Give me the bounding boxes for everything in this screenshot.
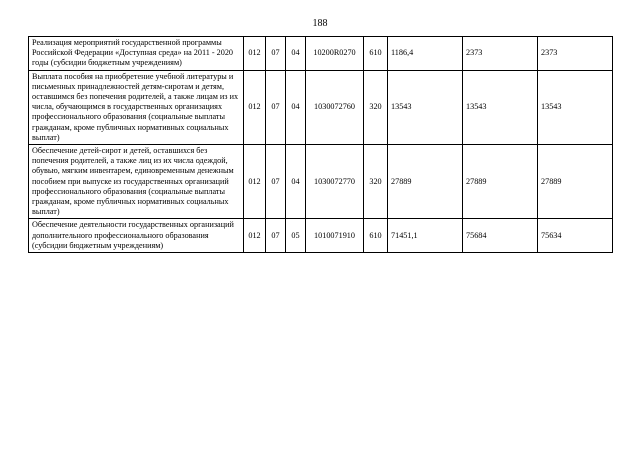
subsection-code: 04 [286, 145, 306, 219]
ministry-code: 012 [244, 145, 266, 219]
subsection-code: 04 [286, 37, 306, 71]
table-row [29, 145, 613, 219]
amount-year-3: 2373 [538, 37, 613, 71]
table-row [29, 70, 613, 144]
table-row [29, 37, 613, 71]
amount-year-2: 75684 [463, 219, 538, 253]
row-description: Обеспечение детей-сирот и детей, оставшихся без попечения родителей, а также лиц из их числа одеждой, обувью, мягким инвентарем, единовременным денежным пособием при выпуске из государственных организаций профессионального образования (социальные выплаты гражданам, кроме публичных нормативных социальных выплат) [29, 145, 244, 219]
amount-year-1: 1186,4 [388, 37, 463, 71]
page-number: 188 [312, 18, 328, 29]
section-code: 07 [266, 219, 286, 253]
subsection-code: 05 [286, 219, 306, 253]
amount-year-2: 13543 [463, 70, 538, 144]
ministry-code: 012 [244, 70, 266, 144]
expense-type-code: 610 [364, 37, 388, 71]
expense-type-code: 320 [364, 145, 388, 219]
expense-type-code: 320 [364, 70, 388, 144]
table-row [29, 219, 613, 253]
section-code: 07 [266, 37, 286, 71]
ministry-code: 012 [244, 37, 266, 71]
row-description: Выплата пособия на приобретение учебной литературы и письменных принадлежностей детям-сиротам и детям, оставшимся без попечения родителей, а также лицам из их числа, обучающимся в государственных организациях профессионального образования (социальные выплаты гражданам, кроме публичных нормативных социальных выплат) [29, 70, 244, 144]
target-article-code: 1030072760 [306, 70, 364, 144]
section-code: 07 [266, 145, 286, 219]
target-article-code: 10200R0270 [306, 37, 364, 71]
section-code: 07 [266, 70, 286, 144]
amount-year-2: 2373 [463, 37, 538, 71]
subsection-code: 04 [286, 70, 306, 144]
target-article-code: 1010071910 [306, 219, 364, 253]
amount-year-1: 13543 [388, 70, 463, 144]
expense-type-code: 610 [364, 219, 388, 253]
amount-year-1: 27889 [388, 145, 463, 219]
row-description: Обеспечение деятельности государственных организаций дополнительного профессионального образования (субсидии бюджетным учреждениям) [29, 219, 244, 253]
target-article-code: 1030072770 [306, 145, 364, 219]
ministry-code: 012 [244, 219, 266, 253]
amount-year-2: 27889 [463, 145, 538, 219]
amount-year-3: 75634 [538, 219, 613, 253]
amount-year-1: 71451,1 [388, 219, 463, 253]
amount-year-3: 13543 [538, 70, 613, 144]
amount-year-3: 27889 [538, 145, 613, 219]
row-description: Реализация мероприятий государственной программы Российской Федерации «Доступная среда» на 2011 - 2020 годы (субсидии бюджетным учреждениям) [29, 37, 244, 71]
budget-table [28, 36, 613, 253]
